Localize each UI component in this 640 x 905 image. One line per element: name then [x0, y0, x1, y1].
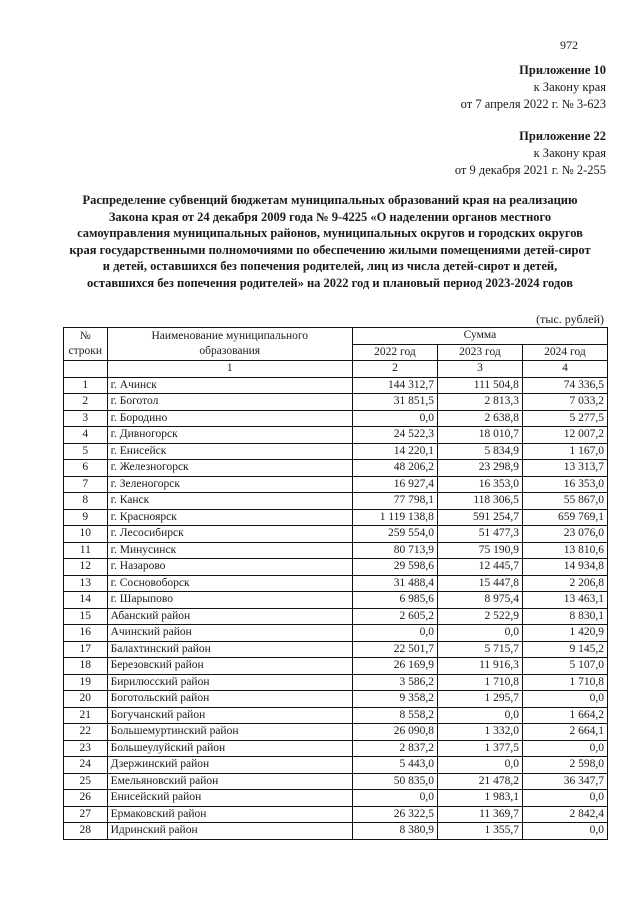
- amount-2023-cell: 21 478,2: [437, 773, 522, 790]
- table-row: [64, 625, 608, 642]
- amount-2024-cell: 2 206,8: [522, 575, 607, 592]
- row-number-cell: 26: [64, 790, 108, 807]
- amount-2024-cell: 9 145,2: [522, 641, 607, 658]
- row-number-cell: 23: [64, 740, 108, 757]
- amount-2023-cell: 1 295,7: [437, 691, 522, 708]
- amount-2023-cell: 1 377,5: [437, 740, 522, 757]
- amount-2022-cell: 0,0: [352, 625, 437, 642]
- units-label: (тыс. рублей): [536, 312, 604, 326]
- amount-2022-cell: 8 380,9: [352, 823, 437, 840]
- table-row: [64, 476, 608, 493]
- amount-2023-cell: 111 504,8: [437, 377, 522, 394]
- amount-2023-cell: 1 332,0: [437, 724, 522, 741]
- header-municipality-line2: образования: [199, 345, 261, 357]
- table-row: [64, 559, 608, 576]
- appendix-22-title: Приложение 22: [519, 129, 606, 143]
- amount-2022-cell: 144 312,7: [352, 377, 437, 394]
- title-line: края государственными полномочиями по обеспечению жилыми помещениями детей-сирот: [69, 242, 591, 257]
- amount-2022-cell: 50 835,0: [352, 773, 437, 790]
- amount-2022-cell: 259 554,0: [352, 526, 437, 543]
- municipality-name-cell: г. Канск: [107, 493, 352, 510]
- table-row: [64, 674, 608, 691]
- column-number-row: [64, 361, 608, 378]
- amount-2023-cell: 2 522,9: [437, 608, 522, 625]
- row-number-cell: 2: [64, 394, 108, 411]
- amount-2024-cell: 7 033,2: [522, 394, 607, 411]
- subsidy-table: [63, 327, 608, 840]
- header-sum: Сумма: [352, 328, 607, 345]
- amount-2023-cell: 12 445,7: [437, 559, 522, 576]
- table-row: [64, 641, 608, 658]
- row-number-cell: 16: [64, 625, 108, 642]
- amount-2024-cell: 2 842,4: [522, 806, 607, 823]
- municipality-name-cell: г. Назарово: [107, 559, 352, 576]
- table-row: [64, 691, 608, 708]
- appendix-10-title: Приложение 10: [519, 63, 606, 77]
- amount-2022-cell: 0,0: [352, 410, 437, 427]
- amount-2024-cell: 5 277,5: [522, 410, 607, 427]
- appendix-22-line1: к Закону края: [533, 146, 606, 160]
- amount-2022-cell: 48 206,2: [352, 460, 437, 477]
- row-number-cell: 15: [64, 608, 108, 625]
- amount-2022-cell: 5 443,0: [352, 757, 437, 774]
- municipality-name-cell: г. Енисейск: [107, 443, 352, 460]
- row-number-cell: 10: [64, 526, 108, 543]
- row-number-cell: 24: [64, 757, 108, 774]
- amount-2023-cell: 2 813,3: [437, 394, 522, 411]
- municipality-name-cell: Енисейский район: [107, 790, 352, 807]
- appendix-22-line2: от 9 декабря 2021 г. № 2-255: [454, 163, 606, 177]
- municipality-name-cell: г. Минусинск: [107, 542, 352, 559]
- column-number: 1: [107, 361, 352, 378]
- amount-2022-cell: 1 119 138,8: [352, 509, 437, 526]
- header-row-1: [64, 328, 608, 345]
- amount-2024-cell: 1 710,8: [522, 674, 607, 691]
- table-row: [64, 493, 608, 510]
- row-number-cell: 9: [64, 509, 108, 526]
- table-row: [64, 757, 608, 774]
- header-year-2022: 2022 год: [352, 344, 437, 361]
- amount-2023-cell: 118 306,5: [437, 493, 522, 510]
- amount-2022-cell: 8 558,2: [352, 707, 437, 724]
- amount-2023-cell: 16 353,0: [437, 476, 522, 493]
- amount-2023-cell: 5 834,9: [437, 443, 522, 460]
- amount-2024-cell: 1 664,2: [522, 707, 607, 724]
- amount-2023-cell: 8 975,4: [437, 592, 522, 609]
- header-year-2024: 2024 год: [522, 344, 607, 361]
- amount-2024-cell: 1 420,9: [522, 625, 607, 642]
- amount-2022-cell: 22 501,7: [352, 641, 437, 658]
- row-number-cell: 1: [64, 377, 108, 394]
- row-number-cell: 7: [64, 476, 108, 493]
- row-number-cell: 17: [64, 641, 108, 658]
- municipality-name-cell: г. Железногорск: [107, 460, 352, 477]
- table-row: [64, 427, 608, 444]
- row-number-cell: 13: [64, 575, 108, 592]
- table-row: [64, 790, 608, 807]
- amount-2024-cell: 8 830,1: [522, 608, 607, 625]
- row-number-cell: 11: [64, 542, 108, 559]
- appendix-22-block: [455, 128, 606, 179]
- amount-2023-cell: 591 254,7: [437, 509, 522, 526]
- amount-2024-cell: 0,0: [522, 790, 607, 807]
- amount-2022-cell: 2 605,2: [352, 608, 437, 625]
- municipality-name-cell: Бирилюсский район: [107, 674, 352, 691]
- amount-2022-cell: 9 358,2: [352, 691, 437, 708]
- amount-2024-cell: 0,0: [522, 691, 607, 708]
- title-line: Распределение субвенций бюджетам муниципальных образований края на реализацию: [82, 193, 578, 207]
- municipality-name-cell: Идринский район: [107, 823, 352, 840]
- municipality-name-cell: Березовский район: [107, 658, 352, 675]
- amount-2024-cell: 1 167,0: [522, 443, 607, 460]
- amount-2024-cell: 23 076,0: [522, 526, 607, 543]
- row-number-cell: 20: [64, 691, 108, 708]
- municipality-name-cell: Богучанский район: [107, 707, 352, 724]
- amount-2022-cell: 77 798,1: [352, 493, 437, 510]
- amount-2022-cell: 2 837,2: [352, 740, 437, 757]
- municipality-name-cell: г. Сосновоборск: [107, 575, 352, 592]
- municipality-name-cell: г. Шарыпово: [107, 592, 352, 609]
- amount-2023-cell: 1 355,7: [437, 823, 522, 840]
- column-number-empty: [64, 361, 108, 378]
- table-row: [64, 806, 608, 823]
- amount-2022-cell: 26 090,8: [352, 724, 437, 741]
- municipality-name-cell: Большемуртинский район: [107, 724, 352, 741]
- table-row: [64, 410, 608, 427]
- title-line: оставшихся без попечения родителей» на 2022 год и плановый период 2023-2024 годов: [87, 275, 573, 290]
- amount-2024-cell: 74 336,5: [522, 377, 607, 394]
- column-number: 2: [352, 361, 437, 378]
- table-row: [64, 773, 608, 790]
- amount-2022-cell: 80 713,9: [352, 542, 437, 559]
- municipality-name-cell: Балахтинский район: [107, 641, 352, 658]
- table-row: [64, 740, 608, 757]
- amount-2024-cell: 659 769,1: [522, 509, 607, 526]
- header-municipality-line1: Наименование муниципального: [151, 330, 309, 342]
- amount-2022-cell: 31 851,5: [352, 394, 437, 411]
- table-row: [64, 509, 608, 526]
- amount-2023-cell: 11 916,3: [437, 658, 522, 675]
- amount-2024-cell: 36 347,7: [522, 773, 607, 790]
- table-row: [64, 724, 608, 741]
- table-row: [64, 460, 608, 477]
- amount-2022-cell: 0,0: [352, 790, 437, 807]
- table-row: [64, 823, 608, 840]
- row-number-cell: 18: [64, 658, 108, 675]
- table-row: [64, 443, 608, 460]
- municipality-name-cell: г. Боготол: [107, 394, 352, 411]
- municipality-name-cell: Емельяновский район: [107, 773, 352, 790]
- municipality-name-cell: Боготольский район: [107, 691, 352, 708]
- amount-2023-cell: 23 298,9: [437, 460, 522, 477]
- row-number-cell: 8: [64, 493, 108, 510]
- row-number-cell: 6: [64, 460, 108, 477]
- municipality-name-cell: Ермаковский район: [107, 806, 352, 823]
- amount-2024-cell: 2 598,0: [522, 757, 607, 774]
- header-row-number-line1: №: [79, 330, 91, 342]
- amount-2024-cell: 0,0: [522, 823, 607, 840]
- page-number: 972: [560, 38, 578, 52]
- amount-2023-cell: 1 710,8: [437, 674, 522, 691]
- appendix-10-block: [461, 62, 606, 113]
- amount-2022-cell: 26 322,5: [352, 806, 437, 823]
- document-title: [62, 192, 598, 291]
- amount-2022-cell: 26 169,9: [352, 658, 437, 675]
- amount-2022-cell: 3 586,2: [352, 674, 437, 691]
- amount-2024-cell: 2 664,1: [522, 724, 607, 741]
- table-row: [64, 377, 608, 394]
- column-number: 4: [522, 361, 607, 378]
- amount-2022-cell: 6 985,6: [352, 592, 437, 609]
- municipality-name-cell: г. Лесосибирск: [107, 526, 352, 543]
- amount-2023-cell: 51 477,3: [437, 526, 522, 543]
- amount-2024-cell: 13 313,7: [522, 460, 607, 477]
- amount-2024-cell: 13 810,6: [522, 542, 607, 559]
- appendix-10-line1: к Закону края: [533, 80, 606, 94]
- row-number-cell: 3: [64, 410, 108, 427]
- amount-2023-cell: 0,0: [437, 757, 522, 774]
- municipality-name-cell: г. Зеленогорск: [107, 476, 352, 493]
- header-year-2023: 2023 год: [437, 344, 522, 361]
- appendix-10-line2: от 7 апреля 2022 г. № 3-623: [460, 97, 606, 111]
- header-municipality: [107, 328, 352, 361]
- row-number-cell: 27: [64, 806, 108, 823]
- amount-2024-cell: 13 463,1: [522, 592, 607, 609]
- amount-2023-cell: 0,0: [437, 707, 522, 724]
- table-row: [64, 592, 608, 609]
- column-number: 3: [437, 361, 522, 378]
- title-line: Закона края от 24 декабря 2009 года № 9-4225 «О наделении органов местного: [108, 209, 552, 224]
- municipality-name-cell: г. Бородино: [107, 410, 352, 427]
- amount-2024-cell: 14 934,8: [522, 559, 607, 576]
- municipality-name-cell: Большеулуйский район: [107, 740, 352, 757]
- municipality-name-cell: г. Ачинск: [107, 377, 352, 394]
- amount-2022-cell: 29 598,6: [352, 559, 437, 576]
- amount-2022-cell: 24 522,3: [352, 427, 437, 444]
- table-row: [64, 575, 608, 592]
- table-row: [64, 526, 608, 543]
- municipality-name-cell: Абанский район: [107, 608, 352, 625]
- table-row: [64, 542, 608, 559]
- header-row-number: [64, 328, 108, 361]
- amount-2024-cell: 5 107,0: [522, 658, 607, 675]
- amount-2023-cell: 1 983,1: [437, 790, 522, 807]
- row-number-cell: 25: [64, 773, 108, 790]
- amount-2023-cell: 2 638,8: [437, 410, 522, 427]
- row-number-cell: 14: [64, 592, 108, 609]
- amount-2022-cell: 31 488,4: [352, 575, 437, 592]
- table-row: [64, 394, 608, 411]
- row-number-cell: 19: [64, 674, 108, 691]
- row-number-cell: 21: [64, 707, 108, 724]
- amount-2024-cell: 0,0: [522, 740, 607, 757]
- row-number-cell: 22: [64, 724, 108, 741]
- row-number-cell: 4: [64, 427, 108, 444]
- amount-2023-cell: 5 715,7: [437, 641, 522, 658]
- row-number-cell: 12: [64, 559, 108, 576]
- amount-2022-cell: 16 927,4: [352, 476, 437, 493]
- municipality-name-cell: г. Красноярск: [107, 509, 352, 526]
- municipality-name-cell: Дзержинский район: [107, 757, 352, 774]
- header-row-number-line2: строки: [68, 345, 103, 357]
- amount-2023-cell: 0,0: [437, 625, 522, 642]
- amount-2024-cell: 12 007,2: [522, 427, 607, 444]
- table-row: [64, 608, 608, 625]
- amount-2024-cell: 55 867,0: [522, 493, 607, 510]
- title-line: самоуправления муниципальных районов, муниципальных округов и городских округов: [77, 226, 583, 240]
- title-line: и детей, оставшихся без попечения родителей, лиц из числа детей-сирот и детей,: [102, 259, 558, 273]
- municipality-name-cell: г. Дивногорск: [107, 427, 352, 444]
- table-row: [64, 658, 608, 675]
- row-number-cell: 5: [64, 443, 108, 460]
- row-number-cell: 28: [64, 823, 108, 840]
- table-row: [64, 707, 608, 724]
- amount-2023-cell: 11 369,7: [437, 806, 522, 823]
- municipality-name-cell: Ачинский район: [107, 625, 352, 642]
- amount-2024-cell: 16 353,0: [522, 476, 607, 493]
- amount-2022-cell: 14 220,1: [352, 443, 437, 460]
- amount-2023-cell: 15 447,8: [437, 575, 522, 592]
- amount-2023-cell: 18 010,7: [437, 427, 522, 444]
- amount-2023-cell: 75 190,9: [437, 542, 522, 559]
